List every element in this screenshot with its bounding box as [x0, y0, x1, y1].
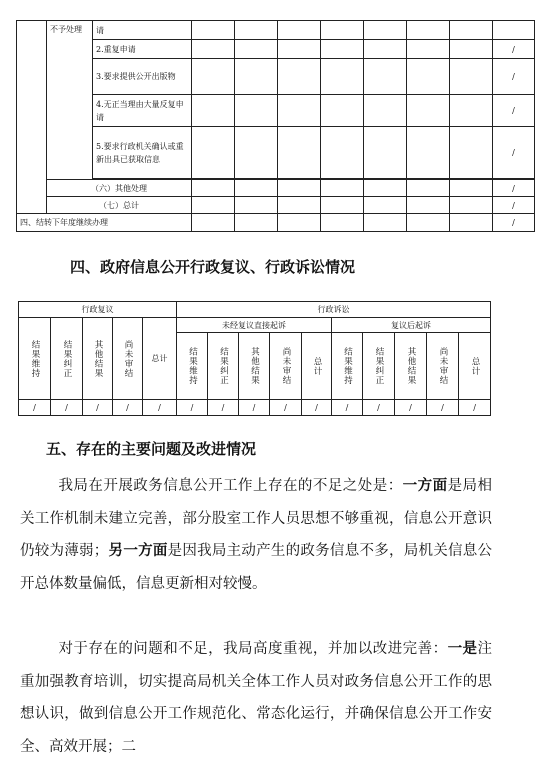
table-cell [364, 59, 407, 95]
text-run: 我局在开展政务信息公开工作上存在的不足之处是： [58, 478, 403, 494]
section-heading: 四、政府信息公开行政复议、行政诉讼情况 [70, 258, 356, 276]
table-cell: / [113, 400, 143, 416]
table-cell [450, 214, 493, 232]
total-cell: / [493, 214, 535, 232]
table-cell [407, 59, 450, 95]
row-label: 4.无正当理由大量反复申请 [93, 95, 192, 127]
table-cell [321, 21, 364, 40]
table-cell [278, 127, 321, 179]
review-header: 行政复议 [19, 302, 177, 318]
table-cell [192, 127, 235, 179]
row-label: 3.要求提供公开出版物 [93, 59, 192, 95]
text-run: 是局相关工作机制未建立完善，部分股室工作人员思想不够重视，信息公开意识仍较为薄弱； [20, 478, 493, 559]
table-cell [407, 127, 450, 179]
text-run: 注重加强教育培训，切实提高局机关全体工作人员对政务信息公开工作的思想认识，做到信息公开工作规范化、常态化运行，并确保信息公开工作安全、高效开展；二 [20, 641, 493, 755]
row-label: 2.重复申请 [93, 40, 192, 59]
table-cell [450, 21, 493, 40]
table-cell [450, 180, 493, 197]
table-cell [235, 180, 278, 197]
emphasis-run: 一是 [447, 641, 478, 657]
total-cell: / [493, 127, 535, 179]
table-cell [235, 95, 278, 127]
table-cell [407, 180, 450, 197]
review-litigation-table [18, 301, 491, 416]
table-cell [192, 95, 235, 127]
table-cell [321, 59, 364, 95]
table-cell [407, 197, 450, 214]
table-cell: / [19, 400, 51, 416]
col-header: 结果维持 [19, 318, 51, 400]
table-cell: / [302, 400, 332, 416]
col-header: 总计 [302, 333, 332, 400]
table-cell [450, 59, 493, 95]
table-cell [278, 95, 321, 127]
group-label: 不予处理 [47, 21, 93, 180]
total-cell: / [493, 59, 535, 95]
table-cell [278, 180, 321, 197]
table-cell [364, 40, 407, 59]
table-cell [235, 214, 278, 232]
col-header: 总计 [459, 333, 491, 400]
disposal-table [16, 20, 535, 232]
table-cell [407, 40, 450, 59]
row-label: 请 [93, 21, 192, 40]
paragraph [20, 633, 492, 763]
table-cell: / [395, 400, 427, 416]
text-run: 对于存在的问题和不足，我局高度重视，并加以改进完善： [58, 641, 448, 657]
table-cell: / [332, 400, 363, 416]
row-label: （七）总计 [47, 197, 192, 214]
col-header: 结果纠正 [51, 318, 83, 400]
col-header: 尚未审结 [270, 333, 302, 400]
table-cell [235, 59, 278, 95]
table-cell [321, 180, 364, 197]
table-cell [192, 180, 235, 197]
col-header: 其他结果 [239, 333, 270, 400]
table-cell: / [239, 400, 270, 416]
table-cell: / [270, 400, 302, 416]
table-cell [450, 127, 493, 179]
table-cell: / [83, 400, 113, 416]
table-cell [407, 214, 450, 232]
left-margin-cell [17, 21, 47, 214]
col-header: 结果纠正 [208, 333, 239, 400]
table-cell: / [208, 400, 239, 416]
table-cell [192, 197, 235, 214]
not-reviewed-header: 未经复议直接起诉 [177, 318, 332, 333]
table-cell [364, 180, 407, 197]
table-cell [278, 197, 321, 214]
col-header: 结果纠正 [363, 333, 395, 400]
table-cell: / [459, 400, 491, 416]
table-cell [192, 21, 235, 40]
table-cell [192, 214, 235, 232]
paragraph [20, 470, 492, 600]
table-cell [235, 127, 278, 179]
table-cell: / [363, 400, 395, 416]
table-cell: / [177, 400, 208, 416]
table-cell [407, 95, 450, 127]
table-cell [364, 21, 407, 40]
table-cell [278, 40, 321, 59]
table-cell [278, 214, 321, 232]
table-cell: / [143, 400, 177, 416]
table-cell [278, 59, 321, 95]
total-cell: / [493, 95, 535, 127]
row-label: 5.要求行政机关确认或重新出具已获取信息 [93, 127, 192, 179]
table-cell [364, 214, 407, 232]
total-cell: / [493, 40, 535, 59]
table-cell [235, 21, 278, 40]
table-cell [192, 40, 235, 59]
table-cell [450, 95, 493, 127]
emphasis-run: 另一方面 [108, 543, 168, 559]
table-cell [321, 127, 364, 179]
col-header: 其他结果 [395, 333, 427, 400]
table-cell [235, 40, 278, 59]
total-cell: / [493, 197, 535, 214]
total-cell: / [493, 180, 535, 197]
col-header: 总计 [143, 318, 177, 400]
section-heading: 五、存在的主要问题及改进情况 [46, 440, 257, 458]
col-header: 结果维持 [177, 333, 208, 400]
table-cell [364, 197, 407, 214]
after-review-header: 复议后起诉 [332, 318, 491, 333]
table-cell [450, 197, 493, 214]
table-cell: / [427, 400, 459, 416]
row-label: 四、结转下年度继续办理 [17, 214, 192, 232]
table-cell [278, 21, 321, 40]
table-cell [321, 40, 364, 59]
col-header: 尚未审结 [113, 318, 143, 400]
table-cell [321, 214, 364, 232]
table-cell [450, 40, 493, 59]
text-run: 是因我局主动产生的政务信息不多，局机关信息公开总体数量偏低，信息更新相对较慢。 [20, 543, 493, 592]
litigation-header: 行政诉讼 [177, 302, 491, 318]
table-cell [321, 197, 364, 214]
col-header: 其他结果 [83, 318, 113, 400]
table-cell [364, 95, 407, 127]
emphasis-run: 一方面 [402, 478, 448, 494]
table-cell [364, 127, 407, 179]
row-label: （六）其他处理 [47, 180, 192, 197]
table-cell [192, 59, 235, 95]
total-cell [493, 21, 535, 40]
table-cell [407, 21, 450, 40]
col-header: 结果维持 [332, 333, 363, 400]
table-cell: / [51, 400, 83, 416]
col-header: 尚未审结 [427, 333, 459, 400]
table-cell [235, 197, 278, 214]
table-cell [321, 95, 364, 127]
